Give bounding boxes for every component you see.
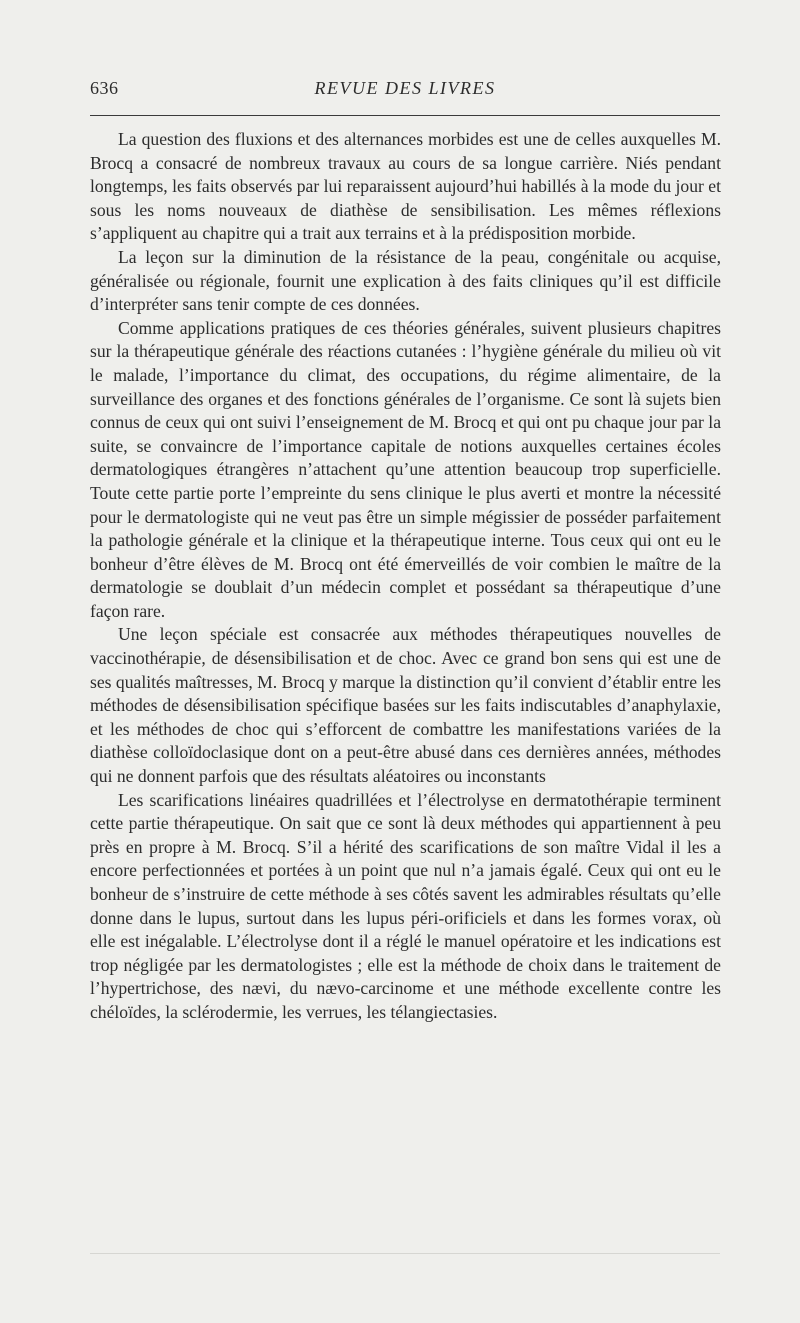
body-text: [90, 128, 721, 1025]
paragraph-resistance: La leçon sur la diminution de la résistance de la peau, congénitale ou acquise, généralisée ou régionale, fournit une explication à des faits cliniques qu’il est difficile d’interpréter sans tenir compte de ces données.: [90, 246, 721, 315]
running-title: REVUE DES LIVRES: [314, 78, 496, 98]
paragraph-applications: Comme applications pratiques de ces théories générales, suivent plusieurs chapitres sur la thérapeutique générale des réactions cutanées : l’hygiène générale du milieu où vit le malade, l’importance du climat, des occupations, du régime alimentaire, de la surveillance des organes et des fonctions générales de l’organisme. Ce sont là sujets bien connus de ceux qui ont suivi l’enseignement de M. Brocq et qui ont pu chaque jour par la suite, se convaincre de l’importance capitale de notions auxquelles certaines écoles dermatologiques étrangères n’attachent qu’une attention beaucoup trop superficielle. Toute cette partie porte l’empreinte du sens clinique le plus averti et montre la nécessité pour le dermatologiste qui ne veut pas être un simple mégissier de posséder parfaitement la pathologie générale et la clinique et la thérapeutique interne. Tous ceux qui ont eu le bonheur d’être élèves de M. Brocq ont été émerveillés de voir combien le maître de la dermatologie se doublait d’un médecin complet et possédant sa thérapeutique d’une façon rare.: [90, 317, 721, 621]
page-number: 636: [90, 78, 119, 98]
header-rule: [90, 115, 720, 116]
page-header: [90, 78, 720, 102]
bottom-faint-line: [90, 1253, 720, 1254]
paragraph-scarifications: Les scarifications linéaires quadrillées et l’électrolyse en dermatothérapie terminent cette partie thérapeutique. On sait que ce sont là deux méthodes qui appartiennent à peu près en propre à M. Brocq. S’il a hérité des scarifications de son maître Vidal il les a encore perfectionnées et portées à un point que nul n’a jamais égalé. Ceux qui ont eu le bonheur de s’instruire de cette méthode à ses côtés savent les admirables résultats qu’elle donne dans le lupus, surtout dans les lupus péri-orificiels et dans les formes vorax, où elle est inégalable. L’électrolyse dont il a réglé le manuel opératoire et les indications est trop négligée par les dermatologistes ; elle est la méthode de choix dans le traitement de l’hypertrichose, des nævi, du nævo-carcinome et une méthode excellente contre les chéloïdes, la sclérodermie, les verrues, les télangiectasies.: [90, 789, 721, 1022]
paragraph-fluxions: La question des fluxions et des alternances morbides est une de celles auxquelles M. Brocq a consacré de nombreux travaux au cours de sa longue carrière. Niés pendant longtemps, les faits observés par lui reparaissent aujourd’hui habillés à la mode du jour et sous les noms nouveaux de diathèse de sensibilisation. Les mêmes réflexions s’appliquent au chapitre qui a trait aux terrains et à la prédisposition morbide.: [90, 129, 721, 244]
paragraph-vaccinotherapie: Une leçon spéciale est consacrée aux méthodes thérapeutiques nouvelles de vaccinothérapie, de désensibilisation et de choc. Avec ce grand bon sens qui est une de ses qualités maîtresses, M. Brocq y marque la distinction qu’il convient d’établir entre les méthodes de désensibilisation spécifique basées sur les faits indiscutables d’anaphylaxie, et les méthodes de choc qui s’efforcent de combattre les manifestations variées de la diathèse colloïdoclasique dont on a peut-être abusé dans ces dernières années, méthodes qui ne donnent parfois que des résultats aléatoires ou inconstants: [90, 624, 721, 787]
